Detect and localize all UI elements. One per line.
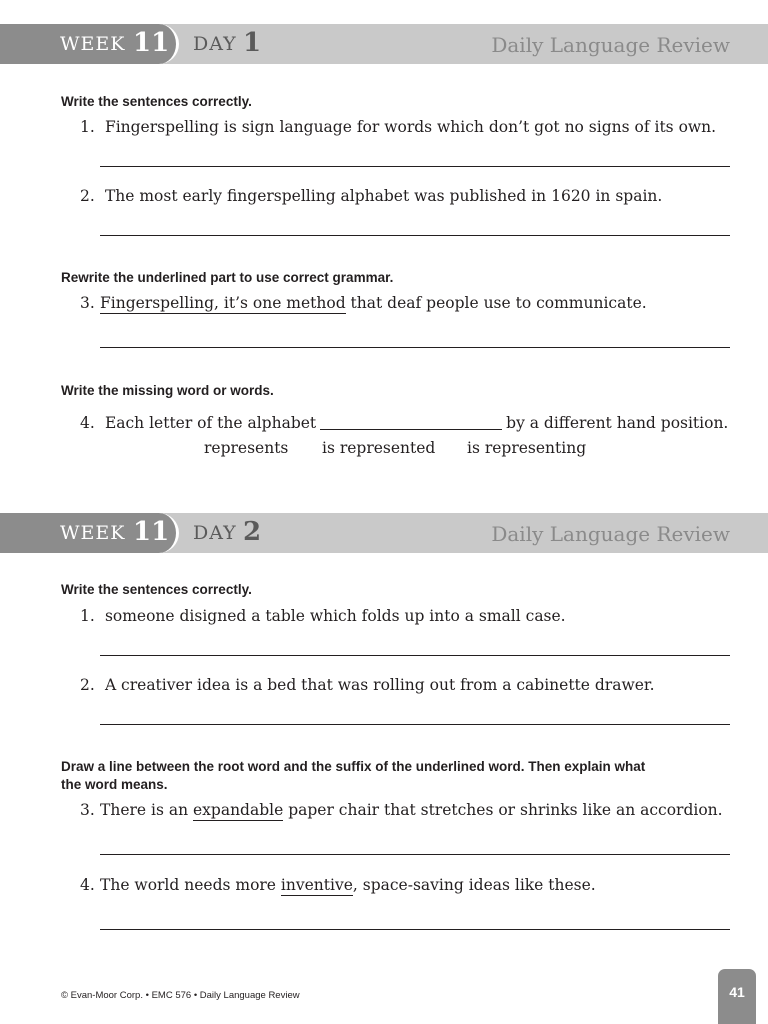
- day2-header-banner: [0, 513, 768, 553]
- question-2: [80, 187, 662, 205]
- underlined-word: inventive: [280, 876, 353, 894]
- question-3: [80, 801, 723, 819]
- question-4: [80, 876, 596, 894]
- section-title: Daily Language Review: [491, 33, 730, 57]
- answer-line: [100, 235, 730, 236]
- week-label: WEEK: [60, 522, 126, 544]
- question-number: 3.: [80, 294, 95, 312]
- question-1: [80, 118, 716, 136]
- answer-line: [100, 929, 730, 930]
- answer-choice: is representing: [467, 439, 587, 457]
- question-number: 4.: [80, 876, 95, 894]
- question-text-after: , space-saving ideas like these.: [352, 876, 596, 894]
- question-3: [80, 294, 647, 312]
- instruction: Write the missing word or words.: [61, 383, 274, 398]
- week-label: WEEK: [60, 33, 126, 55]
- day-label: DAY: [193, 33, 237, 55]
- week-number: 11: [133, 517, 170, 547]
- question-1: [80, 607, 566, 625]
- question-number: 2.: [80, 676, 95, 694]
- instruction-continued: the word means.: [61, 777, 168, 792]
- question-text: A creativer idea is a bed that was rolling out from a cabinette drawer.: [104, 676, 655, 694]
- day-number: 1: [243, 28, 262, 58]
- question-4: [80, 414, 728, 432]
- underlined-phrase: Fingerspelling, it’s one method: [100, 294, 346, 312]
- instruction: Draw a line between the root word and the suffix of the underlined word. Then explain what: [61, 759, 646, 774]
- answer-line: [100, 724, 730, 725]
- question-text: Fingerspelling is sign language for words which don’t got no signs of its own.: [104, 118, 717, 136]
- question-text-after: paper chair that stretches or shrinks like an accordion.: [283, 801, 723, 819]
- answer-line: [100, 655, 730, 656]
- underlined-word: expandable: [193, 801, 284, 819]
- instruction: Rewrite the underlined part to use correct grammar.: [61, 270, 394, 285]
- question-number: 2.: [80, 187, 95, 205]
- question-text-after: by a different hand position.: [506, 414, 729, 432]
- day1-header-banner: [0, 24, 768, 64]
- answer-line: [100, 347, 730, 348]
- instruction: Write the sentences correctly.: [61, 582, 252, 597]
- question-number: 1.: [80, 607, 95, 625]
- question-number: 4.: [80, 414, 95, 432]
- question-text: that deaf people use to communicate.: [345, 294, 647, 312]
- question-number: 1.: [80, 118, 95, 136]
- answer-line: [100, 166, 730, 167]
- question-text-before: Each letter of the alphabet: [104, 414, 317, 432]
- question-text-before: The world needs more: [100, 876, 281, 894]
- week-number: 11: [133, 28, 170, 58]
- footer-copyright: © Evan-Moor Corp. • EMC 576 • Daily Language Review: [61, 990, 300, 1001]
- question-2: [80, 676, 655, 694]
- question-text: The most early fingerspelling alphabet was published in 1620 in spain.: [104, 187, 663, 205]
- section-title: Daily Language Review: [491, 522, 730, 546]
- answer-line: [100, 854, 730, 855]
- instruction: Write the sentences correctly.: [61, 94, 252, 109]
- day-label: DAY: [193, 522, 237, 544]
- answer-choice: represents: [204, 439, 289, 457]
- page-number: 41: [718, 969, 756, 1024]
- answer-choice: is represented: [322, 439, 436, 457]
- question-number: 3.: [80, 801, 95, 819]
- day-number: 2: [243, 517, 262, 547]
- question-text: someone disigned a table which folds up into a small case.: [104, 607, 566, 625]
- fill-in-blank[interactable]: [320, 428, 502, 430]
- question-text-before: There is an: [100, 801, 193, 819]
